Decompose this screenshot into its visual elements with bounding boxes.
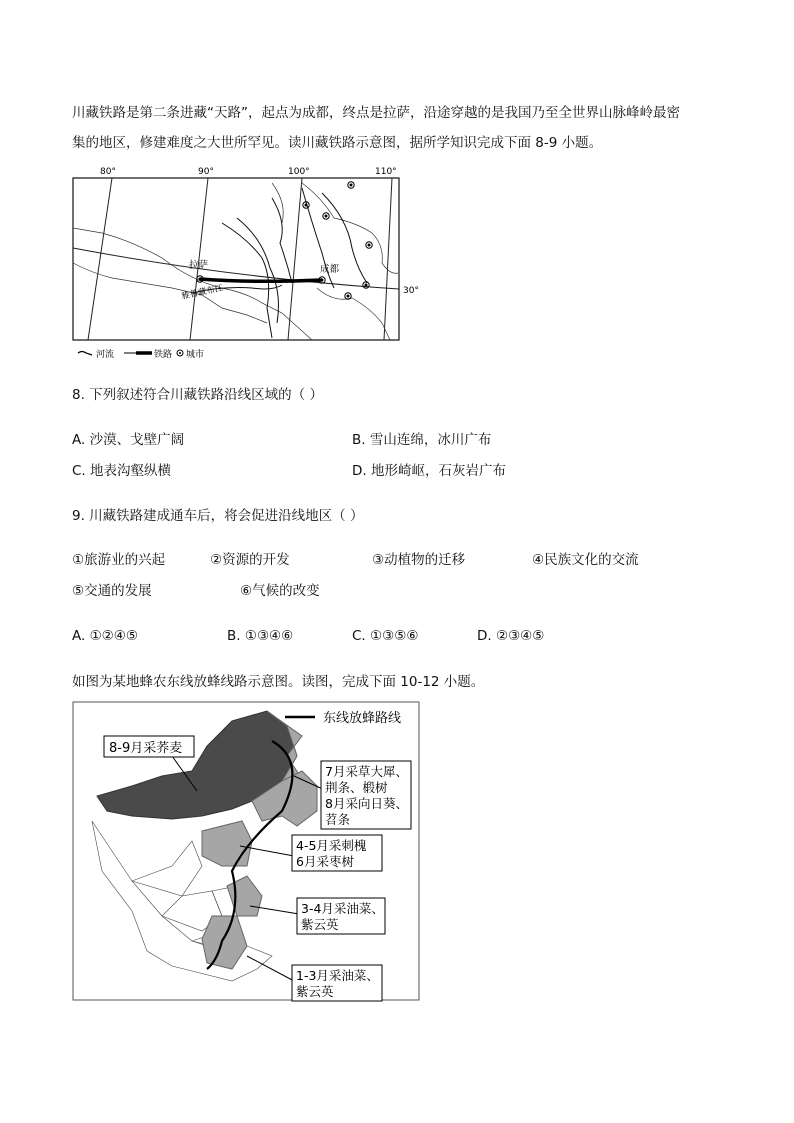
- q8-option-c: C. 地表沟壑纵横: [72, 463, 172, 479]
- box2-line2: 荆条、椴树: [325, 780, 388, 795]
- callout-buckwheat: [104, 736, 194, 757]
- box4-line1: 3-4月采油菜、: [301, 901, 384, 916]
- q8-option-d: D. 地形崎岖，石灰岩广布: [352, 463, 506, 479]
- city-label-lhasa: 拉萨: [189, 260, 209, 271]
- intro1-line1: 川藏铁路是第二条进藏“天路”，起点为成都，终点是拉萨，沿途穿越的是我国乃至全世界山脉峰岭最密: [72, 105, 680, 121]
- callout-july-august: [321, 761, 411, 829]
- river-label-yarlung: 雅鲁藏布江: [180, 283, 225, 302]
- q9-item-6: ⑥气候的改变: [240, 583, 320, 599]
- callout-march-april: [297, 898, 385, 934]
- q9-item-5: ⑤交通的发展: [72, 583, 152, 599]
- callout-january-march: [292, 965, 382, 1001]
- q9-option-d: D. ②③④⑤: [477, 628, 545, 644]
- lat-label-30: 30°: [403, 286, 419, 296]
- lon-label-80: 80°: [100, 167, 116, 177]
- legend-city: 城市: [186, 350, 205, 360]
- q8-stem: 8. 下列叙述符合川藏铁路沿线区域的（ ）: [72, 387, 323, 403]
- railway-map-figure: [72, 163, 419, 363]
- sichuan-tibet-railway-map: [72, 163, 419, 363]
- q9-item-2: ②资源的开发: [210, 552, 290, 568]
- lon-label-90: 90°: [198, 167, 214, 177]
- map1-legend: [78, 348, 204, 360]
- lon-label-100: 100°: [288, 167, 310, 177]
- legend-river: 河流: [96, 350, 115, 360]
- box2-line1: 7月采草大犀、: [325, 764, 408, 779]
- box4-line2: 紫云英: [301, 917, 339, 932]
- box3-line1: 4-5月采刺槐: [296, 838, 367, 853]
- box3-line2: 6月采枣树: [296, 854, 354, 869]
- box5-line2: 紫云英: [296, 984, 334, 999]
- q8-option-b: B. 雪山连绵，冰川广布: [352, 432, 492, 448]
- legend-railway: 铁路: [154, 350, 173, 360]
- q9-item-3: ③动植物的迁移: [372, 552, 466, 568]
- q9-option-b: B. ①③④⑥: [227, 628, 294, 644]
- intro2: 如图为某地蜂农东线放蜂线路示意图。读图，完成下面 10-12 小题。: [72, 674, 485, 690]
- q9-item-1: ①旅游业的兴起: [72, 552, 166, 568]
- beekeeping-map-figure: [72, 701, 422, 1003]
- river-legend-icon: [78, 352, 92, 356]
- q9-item-4: ④民族文化的交流: [532, 552, 639, 568]
- q9-stem: 9. 川藏铁路建成通车后，将会促进沿线地区（ ）: [72, 508, 364, 524]
- box2-line4: 苕条: [325, 812, 351, 827]
- lon-label-110: 110°: [375, 167, 397, 177]
- intro1-line2: 集的地区，修建难度之大世所罕见。读川藏铁路示意图，据所学知识完成下面 8-9 小题。: [72, 135, 603, 151]
- q9-option-c: C. ①③⑤⑥: [352, 628, 419, 644]
- beekeeping-route-map: [72, 701, 422, 1003]
- legend-route: 东线放蜂路线: [323, 711, 402, 726]
- q9-option-a: A. ①②④⑤: [72, 628, 138, 644]
- q8-option-a: A. 沙漠、戈壁广阔: [72, 432, 185, 448]
- city-label-chengdu: 成都: [320, 264, 340, 275]
- box5-line1: 1-3月采油菜、: [296, 968, 379, 983]
- map-frame: [73, 178, 399, 340]
- box2-line3: 8月采向日葵、: [325, 796, 408, 811]
- box1-text: 8-9月采荞麦: [109, 741, 183, 756]
- callout-april-june: [292, 835, 382, 871]
